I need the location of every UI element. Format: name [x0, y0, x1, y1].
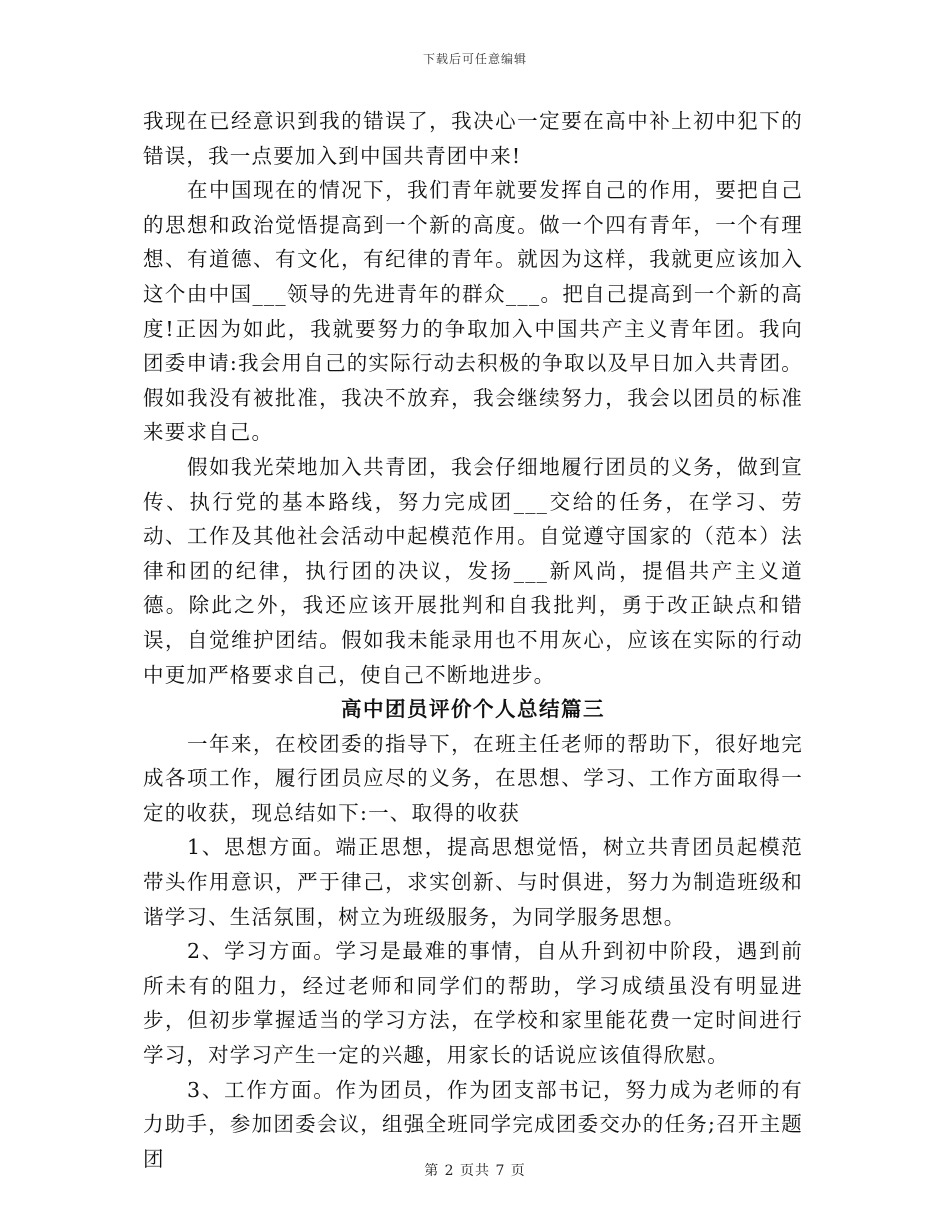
header-note: 下载后可任意编辑 — [422, 52, 527, 66]
document-body — [143, 104, 803, 1176]
paragraph-member-duties: 假如我光荣地加入共青团，我会仔细地履行团员的义务，做到宣传、执行党的基本路线，努力完成团___交给的任务，在学习、劳动、工作及其他社会活动中起模范作用。自觉遵守国家的（范本）法律和团的纪律，执行团的决议，发扬___新风尚，提倡共产主义道德。除此之外，我还应该开展批判和自我批判，勇于改正缺点和错误，自觉维护团结。假如我未能录用也不用灰心，应该在实际的行动中更加严格要求自己，使自己不断地进步。 — [143, 454, 803, 687]
paragraph-youth-role: 在中国现在的情况下，我们青年就要发挥自己的作用，要把自己的思想和政治觉悟提高到一个新的高度。做一个四有青年，一个有理想、有道德、有文化，有纪律的青年。就因为这样，我就更应该加入这个由中国___领导的先进青年的群众___。把自己提高到一个新的高度!正因为如此，我就要努力的争取加入中国共产主义青年团。我向团委申请:我会用自己的实际行动去积极的争取以及早日加入共青团。假如我没有被批准，我决不放弃，我会继续努力，我会以团员的标准来要求自己。 — [143, 178, 803, 445]
paragraph-summary-intro: 一年来，在校团委的指导下，在班主任老师的帮助下，很好地完成各项工作，履行团员应尽的义务，在思想、学习、工作方面取得一定的收获，现总结如下:一、取得的收获 — [143, 731, 803, 825]
paragraph-thought: 1、思想方面。端正思想，提高思想觉悟，树立共青团员起模范带头作用意识，严于律己，求实创新、与时俱进，努力为制造班级和谐学习、生活氛围，树立为班级服务，为同学服务思想。 — [143, 835, 803, 929]
paragraph-continuation: 我现在已经意识到我的错误了，我决心一定要在高中补上初中犯下的错误，我一点要加入到中国共青团中来! — [143, 109, 803, 168]
paragraph-study: 2、学习方面。学习是最难的事情，自从升到初中阶段，遇到前所未有的阻力，经过老师和同学们的帮助，学习成绩虽没有明显进步，但初步掌握适当的学习方法，在学校和家里能花费一定时间进行学习，对学习产生一定的兴趣，用家长的话说应该值得欣慰。 — [143, 939, 803, 1068]
page-number: 第 2 页共 7 页 — [424, 1163, 526, 1179]
paragraph-work: 3、工作方面。作为团员，作为团支部书记，努力成为老师的有力助手，参加团委会议，组强全班同学完成团委交办的任务;召开主题团 — [143, 1077, 803, 1171]
section-title: 高中团员评价个人总结篇三 — [341, 697, 605, 722]
